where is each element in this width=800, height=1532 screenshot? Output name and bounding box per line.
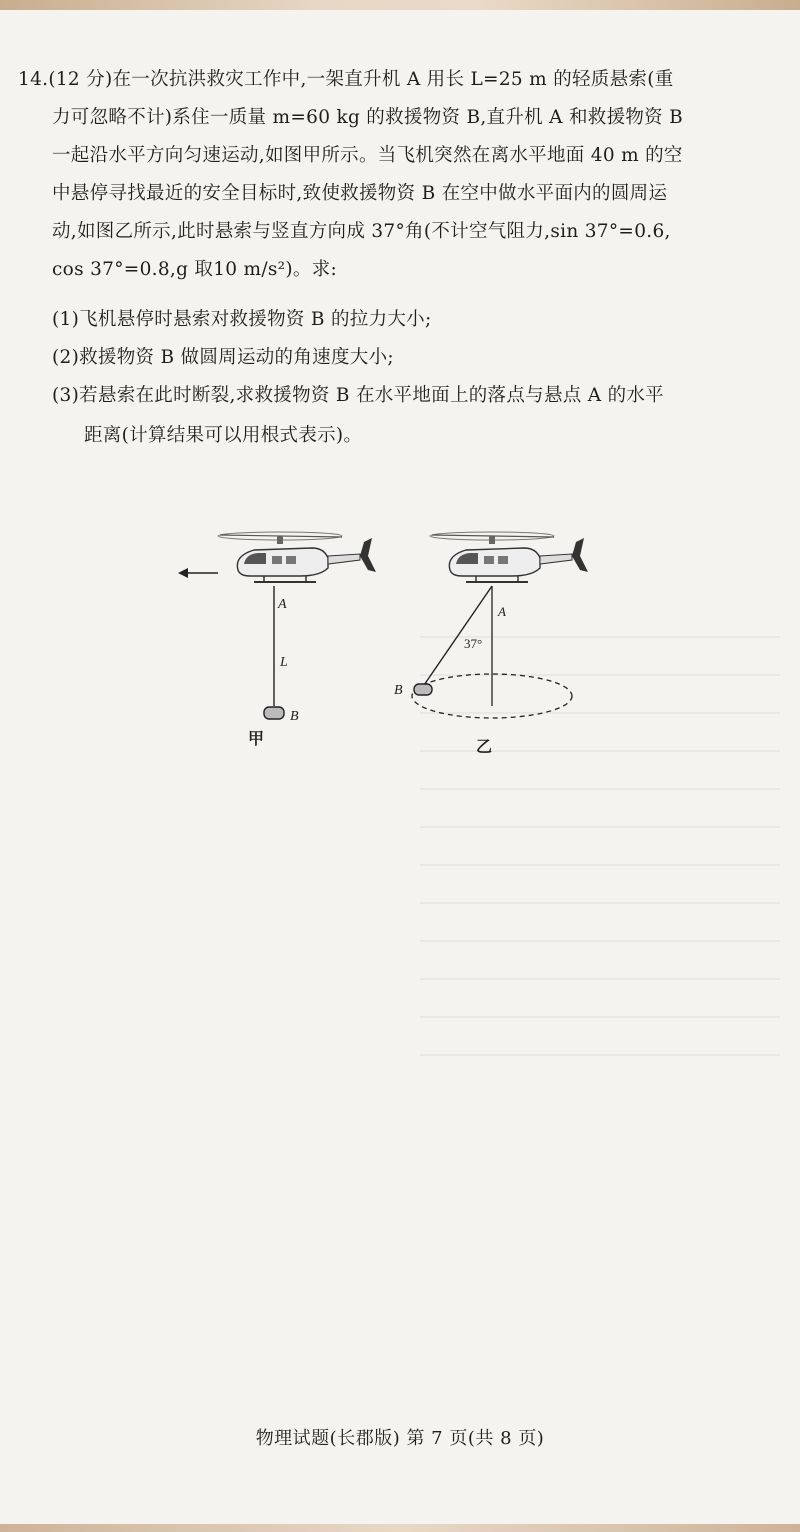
point-b-jia: B	[290, 709, 299, 724]
problem-line-3: 一起沿水平方向匀速运动,如图甲所示。当飞机突然在离水平地面 40 m 的空	[52, 145, 683, 166]
angle-label: 37°	[464, 636, 483, 651]
point-b-yi: B	[394, 683, 403, 698]
supply-b-yi	[414, 684, 432, 695]
label-jia: 甲	[248, 729, 265, 748]
point-a-jia: A	[278, 597, 287, 612]
question-1: (1)飞机悬停时悬索对救援物资 B 的拉力大小;	[52, 309, 432, 330]
helicopter-icon	[430, 532, 588, 582]
paper-bottom-edge	[0, 1524, 800, 1532]
page-footer: 物理试题(长郡版) 第 7 页(共 8 页)	[255, 1428, 545, 1449]
problem-line-5: 动,如图乙所示,此时悬索与竖直方向成 37°角(不计空气阻力,sin 37°=0.6,	[52, 221, 671, 242]
problem-line-4: 中悬停寻找最近的安全目标时,致使救援物资 B 在空中做水平面内的圆周运	[52, 183, 668, 204]
problem-line-6: cos 37°=0.8,g 取10 m/s²)。求:	[52, 259, 338, 280]
figure-yi	[394, 532, 588, 756]
question-3-continued: 距离(计算结果可以用根式表示)。	[84, 425, 363, 446]
helicopter-figure	[160, 520, 620, 760]
figure-jia	[178, 532, 376, 748]
paper-top-edge	[0, 0, 800, 10]
problem-line-1: 14.(12 分)在一次抗洪救灾工作中,一架直升机 A 用长 L=25 m 的轻质悬索(重	[18, 69, 674, 90]
helicopter-icon	[218, 532, 376, 582]
question-2: (2)救援物资 B 做圆周运动的角速度大小;	[52, 347, 394, 368]
supply-b-jia	[264, 707, 284, 719]
question-3: (3)若悬索在此时断裂,求救援物资 B 在水平地面上的落点与悬点 A 的水平	[52, 385, 664, 406]
problem-line-2: 力可忽略不计)系住一质量 m=60 kg 的救援物资 B,直升机 A 和救援物资 B	[52, 107, 684, 128]
point-a-yi: A	[498, 604, 506, 619]
motion-arrow-icon	[178, 568, 218, 578]
rope-label: L	[280, 655, 288, 670]
label-yi: 乙	[476, 737, 493, 756]
